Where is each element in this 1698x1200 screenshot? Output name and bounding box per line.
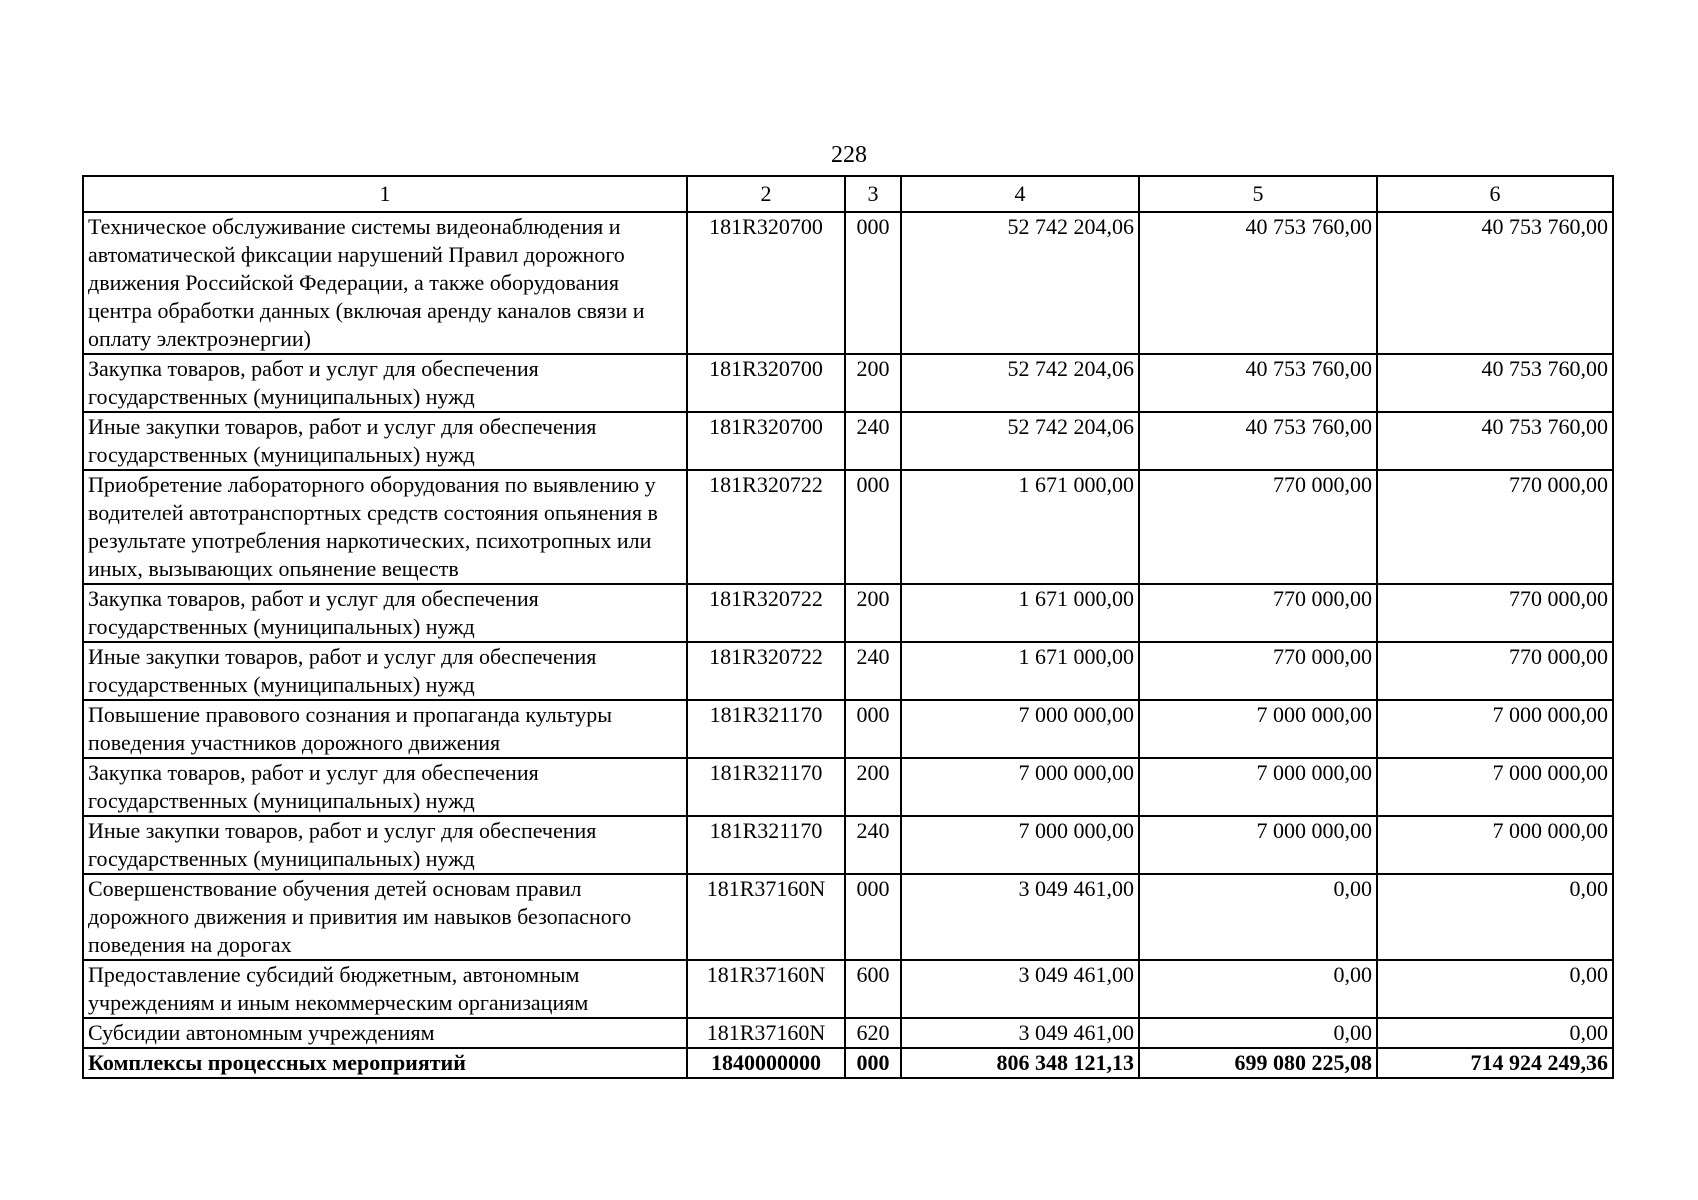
- row-amount-5: 0,00: [1139, 874, 1377, 960]
- row-amount-4: 1 671 000,00: [901, 642, 1139, 700]
- row-name: Закупка товаров, работ и услуг для обеспечения государственных (муниципальных) нужд: [83, 354, 687, 412]
- row-code: 181R320700: [687, 412, 845, 470]
- row-amount-5: 0,00: [1139, 960, 1377, 1018]
- column-header-2: 2: [687, 176, 845, 212]
- row-amount-6: 770 000,00: [1377, 584, 1613, 642]
- row-amount-5: 40 753 760,00: [1139, 354, 1377, 412]
- row-type: 600: [845, 960, 901, 1018]
- row-type: 000: [845, 470, 901, 584]
- row-code: 181R320700: [687, 354, 845, 412]
- row-name: Техническое обслуживание системы видеонаблюдения и автоматической фиксации нарушений Правил дорожного движения Российской Федерации, а также оборудования центра обработки данных (включая аренду каналов связи и оплату электроэнергии): [83, 212, 687, 354]
- row-amount-4: 3 049 461,00: [901, 960, 1139, 1018]
- row-name: Иные закупки товаров, работ и услуг для обеспечения государственных (муниципальных) нужд: [83, 642, 687, 700]
- row-amount-6: 770 000,00: [1377, 642, 1613, 700]
- table-row: [83, 354, 1613, 412]
- column-header-1: 1: [83, 176, 687, 212]
- row-name: Предоставление субсидий бюджетным, автономным учреждениям и иным некоммерческим организациям: [83, 960, 687, 1018]
- row-amount-6: 7 000 000,00: [1377, 700, 1613, 758]
- row-amount-5: 40 753 760,00: [1139, 212, 1377, 354]
- table-row: [83, 816, 1613, 874]
- row-amount-5: 40 753 760,00: [1139, 412, 1377, 470]
- total-type: 000: [845, 1048, 901, 1078]
- row-name: Субсидии автономным учреждениям: [83, 1018, 687, 1048]
- row-amount-5: 770 000,00: [1139, 642, 1377, 700]
- row-code: 181R320722: [687, 584, 845, 642]
- table-row: [83, 642, 1613, 700]
- table-row: [83, 470, 1613, 584]
- row-amount-4: 52 742 204,06: [901, 412, 1139, 470]
- row-name: Закупка товаров, работ и услуг для обеспечения государственных (муниципальных) нужд: [83, 758, 687, 816]
- column-header-3: 3: [845, 176, 901, 212]
- row-amount-6: 0,00: [1377, 1018, 1613, 1048]
- row-amount-6: 40 753 760,00: [1377, 412, 1613, 470]
- table-row: [83, 758, 1613, 816]
- row-amount-5: 7 000 000,00: [1139, 758, 1377, 816]
- row-type: 000: [845, 700, 901, 758]
- row-amount-6: 0,00: [1377, 960, 1613, 1018]
- budget-table: [82, 175, 1614, 1079]
- total-name: Комплексы процессных мероприятий: [83, 1048, 687, 1078]
- table-row: [83, 960, 1613, 1018]
- row-amount-4: 7 000 000,00: [901, 758, 1139, 816]
- table-row: [83, 1018, 1613, 1048]
- row-code: 181R321170: [687, 758, 845, 816]
- row-amount-4: 3 049 461,00: [901, 874, 1139, 960]
- row-amount-4: 52 742 204,06: [901, 354, 1139, 412]
- row-name: Закупка товаров, работ и услуг для обеспечения государственных (муниципальных) нужд: [83, 584, 687, 642]
- total-row: [83, 1048, 1613, 1078]
- table-row: [83, 874, 1613, 960]
- row-amount-4: 3 049 461,00: [901, 1018, 1139, 1048]
- column-header-6: 6: [1377, 176, 1613, 212]
- row-name: Иные закупки товаров, работ и услуг для обеспечения государственных (муниципальных) нужд: [83, 816, 687, 874]
- row-amount-6: 7 000 000,00: [1377, 816, 1613, 874]
- row-code: 181R321170: [687, 700, 845, 758]
- row-amount-4: 1 671 000,00: [901, 470, 1139, 584]
- column-header-5: 5: [1139, 176, 1377, 212]
- page-number: 228: [831, 142, 867, 168]
- row-type: 240: [845, 816, 901, 874]
- column-header-4: 4: [901, 176, 1139, 212]
- row-type: 620: [845, 1018, 901, 1048]
- row-amount-5: 770 000,00: [1139, 470, 1377, 584]
- row-name: Иные закупки товаров, работ и услуг для обеспечения государственных (муниципальных) нужд: [83, 412, 687, 470]
- row-amount-5: 770 000,00: [1139, 584, 1377, 642]
- row-amount-4: 7 000 000,00: [901, 700, 1139, 758]
- total-code: 1840000000: [687, 1048, 845, 1078]
- table-row: [83, 700, 1613, 758]
- row-name: Приобретение лабораторного оборудования по выявлению у водителей автотранспортных средств состояния опьянения в результате употребления наркотических, психотропных или иных, вызывающих опьянение веществ: [83, 470, 687, 584]
- row-type: 240: [845, 412, 901, 470]
- table-row: [83, 584, 1613, 642]
- row-type: 240: [845, 642, 901, 700]
- column-number-row: [83, 176, 1613, 212]
- row-type: 000: [845, 874, 901, 960]
- row-code: 181R37160N: [687, 874, 845, 960]
- row-amount-6: 0,00: [1377, 874, 1613, 960]
- row-type: 000: [845, 212, 901, 354]
- row-amount-6: 40 753 760,00: [1377, 354, 1613, 412]
- row-amount-5: 0,00: [1139, 1018, 1377, 1048]
- row-amount-6: 7 000 000,00: [1377, 758, 1613, 816]
- row-code: 181R320722: [687, 470, 845, 584]
- row-type: 200: [845, 584, 901, 642]
- total-amount-4: 806 348 121,13: [901, 1048, 1139, 1078]
- row-code: 181R37160N: [687, 1018, 845, 1048]
- total-amount-6: 714 924 249,36: [1377, 1048, 1613, 1078]
- row-name: Совершенствование обучения детей основам правил дорожного движения и привития им навыков безопасного поведения на дорогах: [83, 874, 687, 960]
- row-type: 200: [845, 354, 901, 412]
- row-code: 181R37160N: [687, 960, 845, 1018]
- row-amount-4: 1 671 000,00: [901, 584, 1139, 642]
- row-amount-5: 7 000 000,00: [1139, 816, 1377, 874]
- row-amount-6: 770 000,00: [1377, 470, 1613, 584]
- row-type: 200: [845, 758, 901, 816]
- table-row: [83, 412, 1613, 470]
- row-code: 181R321170: [687, 816, 845, 874]
- row-amount-6: 40 753 760,00: [1377, 212, 1613, 354]
- row-code: 181R320722: [687, 642, 845, 700]
- row-amount-4: 7 000 000,00: [901, 816, 1139, 874]
- row-amount-4: 52 742 204,06: [901, 212, 1139, 354]
- row-amount-5: 7 000 000,00: [1139, 700, 1377, 758]
- row-code: 181R320700: [687, 212, 845, 354]
- row-name: Повышение правового сознания и пропаганда культуры поведения участников дорожного движения: [83, 700, 687, 758]
- table-row: [83, 212, 1613, 354]
- total-amount-5: 699 080 225,08: [1139, 1048, 1377, 1078]
